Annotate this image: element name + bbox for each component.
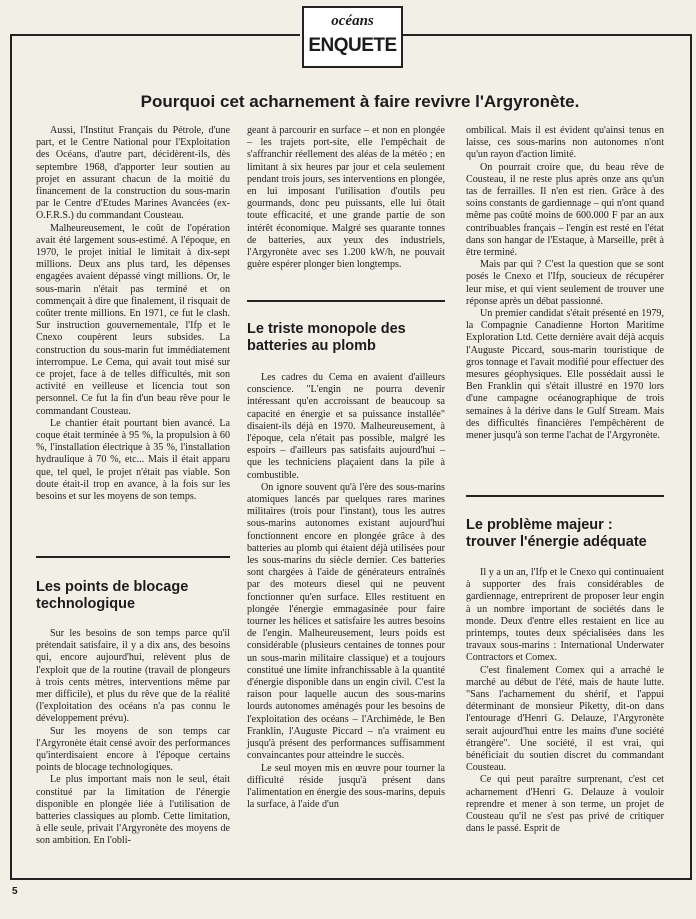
- paragraph: Un premier candidat s'était présenté en 1979, la Compagnie Canadienne Horton Maritime Exploration Ltd. Cette dernière avait déjà acquis l'Auguste Piccard, sous-marin touristique de gros tonnage et l'avait modifié pour effectuer des mesures géophysiques. Elle possédait aussi le Ben Franklin qui s'était illustré en 1970 lors d'une campagne océanographique de trois semaines à la dérive dans le Gulf Stream. Mais des difficultés financières l'empêchèrent de mener jusqu'à son terme l'achat de l'Argyronète.: [466, 308, 664, 442]
- paragraph: Le plus important mais non le seul, était constitué par la limitation de l'énergie disponible en plongée liée à l'utilisation de batteries classiques au plomb. Cette limitation, à elle seule, privait l'Argyronète des moyens de son ambition. En l'obli-: [36, 774, 230, 847]
- column-2-continued: [247, 372, 445, 811]
- column-3: [466, 125, 664, 442]
- column-3-continued: [466, 567, 664, 835]
- paragraph: Le chantier était pourtant bien avancé. La coque était terminée à 95 %, la propulsion à 60 %, l'installation électrique à 35 %, l'installation hydraulique à 70 %, etc... Mais il était apparu que, tel quel, le projet n'était pas viable. Son doute était-il trop en avance, à la fois sur les besoins et sur les moyens de son temps.: [36, 417, 230, 503]
- paragraph: Aussi, l'Institut Français du Pétrole, d'une part, et le Centre National pour l'Exploitation des Océans, d'autre part, décidèrent-ils, dès septembre 1968, d'apporter leur soutien au projet en assurant chacun de la moitié du financement de la construction du sous-marin par le Centre d'Etudes Marines Avancées (ex-O.F.R.S.) du commandant Cousteau.: [36, 125, 230, 222]
- paragraph: Sur les moyens de son temps car l'Argyronète était censé avoir des performances qu'interdisaient encore à l'époque certains points de blocage technologiques.: [36, 725, 230, 774]
- paragraph: ombilical. Mais il est évident qu'ainsi tenus en laisse, ces sous-marins non autonomes n'ont qu'un rayon d'action limité.: [466, 125, 664, 161]
- column-2: [247, 125, 445, 271]
- section-rule: [466, 495, 664, 497]
- masthead-brand: océans: [331, 13, 374, 29]
- subhead-energie: Le problème majeur : trouver l'énergie adéquate: [466, 517, 647, 550]
- subhead-blocage: Les points de blocage technologique: [36, 579, 189, 612]
- subhead-monopole: Le triste monopole des batteries au plomb: [247, 321, 406, 354]
- paragraph: C'est finalement Comex qui a arraché le marché au début de l'été, mais de haute lutte. "Sans l'acharnement du shérif, et l'appui déterminant de monsieur Piketty, dit-on dans l'entourage d'Henri G. Delauze, l'Argyronète serait aujourd'hui entre les mains d'une société étrangère". Une société, il est vrai, qui bénéficiait du soutien discret du commandant Cousteau.: [466, 664, 664, 774]
- paragraph: Ce qui peut paraître surprenant, c'est cet acharnement d'Henri G. Delauze à vouloir reprendre et mener à son terme, un projet de Cousteau qu'il ne s'est pas privé de critiquer dans le passé. Esprit de: [466, 774, 664, 835]
- paragraph: Il y a un an, l'Ifp et le Cnexo qui continuaient à supporter des frais considérables de gardiennage, entreprirent de proposer leur engin à un nombre important de sociétés dans le monde. Deux d'entre elles restaient en lice au printemps, toutes deux spécialisées dans les travaux sous-marins : International Underwater Contractors et Comex.: [466, 567, 664, 664]
- paragraph: Sur les besoins de son temps parce qu'il prétendait satisfaire, il y a dix ans, des besoins qui, encore aujourd'hui, relèvent plus de l'exploit que de la routine (travail de plongeurs à trois cents mètres, interventions même par mer difficile), et plus du rêve que de la réalité (l'exploitation des océans n'a pas connu le développement prévu).: [36, 628, 230, 725]
- article-headline: Pourquoi cet acharnement à faire revivre l'Argyronète.: [140, 92, 580, 111]
- paragraph: Le seul moyen mis en œuvre pour tourner la difficulté réside jusqu'à présent dans l'alimentation en énergie des sous-marins, depuis la surface, à l'aide d'un: [247, 762, 445, 811]
- masthead-section: ENQUETE: [308, 35, 397, 56]
- paragraph: Malheureusement, le coût de l'opération avait été largement sous-estimé. A l'époque, en 1970, le projet initial le limitait à dix-sept millions. Deux ans plus tard, les dépenses engagées avaient dépassé vingt millions. Or, le sous-marin n'était pas terminé et on commençait à dire que finalement, il risquait de coûter trente millions. En 1971, ce fut le clash. Sur instruction gouvernementale, l'Ifp et le Cnexo coupèrent leurs subsides. La construction du sous-marin fut immédiatement interrompue. Le Cema, qui avait tout misé sur ce projet, face à de telles difficultés, mit son activité en veilleuse et licencia tout son personnel. Ce fut la fin d'un beau rêve pour le commandant Cousteau.: [36, 222, 230, 417]
- paragraph: Mais par qui ? C'est la question que se sont posés le Cnexo et l'Ifp, soucieux de récupérer leur mise, et qui vient seulement de trouver une réponse après un débat passionné.: [466, 259, 664, 307]
- paragraph: geant à parcourir en surface – et non en plongée – les trajets port-site, elle l'empêchait de s'affranchir réellement des aléas de la météo ; en limitant à six heures par jour et cela seulement pendant trois jours, ses interventions en plongée, en lui imposant l'utilisation d'outils peu gourmands, donc peu puissants, elle lui ôtait toute efficacité, et une grande partie de son intérêt économique. Malgré ses quarante tonnes de batteries, aux yeux des industriels, l'Argyronète avec ses 1.200 kW/h, ne pouvait guère espérer plonger bien longtemps.: [247, 125, 445, 271]
- paragraph: Les cadres du Cema en avaient d'ailleurs conscience. "L'engin ne pourra devenir intéressant qu'en accroissant de beaucoup sa capacité en énergie et sa puissance installée" disaient-ils déjà en 1970. Malheureusement, à l'époque, cela n'était pas possible, malgré les espoirs – d'ailleurs pas satisfaits aujourd'hui – que les techniciens plaçaient dans la pile à combustible.: [247, 372, 445, 481]
- column-1: [36, 125, 230, 503]
- column-1-continued: [36, 628, 230, 848]
- masthead: [302, 6, 403, 68]
- paragraph: On ignore souvent qu'à l'ère des sous-marins atomiques lancés par quelques rares marines militaires (trois pour l'instant), tous les autres sous-marins autonomes existant aujourd'hui fonctionnent encore en plongée grâce à des batteries au plomb qui étaient déjà utilisées pour les sous-marins du siècle dernier. Ces batteries sont chargées à l'aide de générateurs entraînés par des moteurs diesel qui ne peuvent fonctionner qu'en surface. Elles restituent en plongée l'énergie emmagasinée pour faire tourner les hélices et satisfaire les autres besoins de l'engin. Malheureusement, leurs poids est considérable (plusieurs centaines de tonnes pour un sous-marin militaire classique) et a toujours constitué une limite infranchissable à la quantité d'énergie disponible dans un engin civil. C'est la raison pour laquelle aucun des sous-marins lourds autonomes aménagés pour les besoins de l'exploitation des océans – l'Archimède, le Ben Franklin, l'Auguste Piccard – n'a vraiment eu jusqu'à présent des performances suffisamment convaincantes pour atteindre le succès.: [247, 481, 445, 762]
- page-number: 5: [12, 886, 18, 897]
- section-rule: [247, 300, 445, 302]
- section-rule: [36, 556, 230, 558]
- paragraph: On pourrait croire que, du beau rêve de Cousteau, il ne reste plus après onze ans qu'un tas de ferrailles. Il n'en est rien. Grâce à des soins constants de gardiennage – qui n'ont quand même pas coûté moins de 600.000 F par an aux contribuables français – l'engin est resté en l'état dans son hangar de l'Estaque, à Marseille, prêt à être terminé.: [466, 161, 664, 259]
